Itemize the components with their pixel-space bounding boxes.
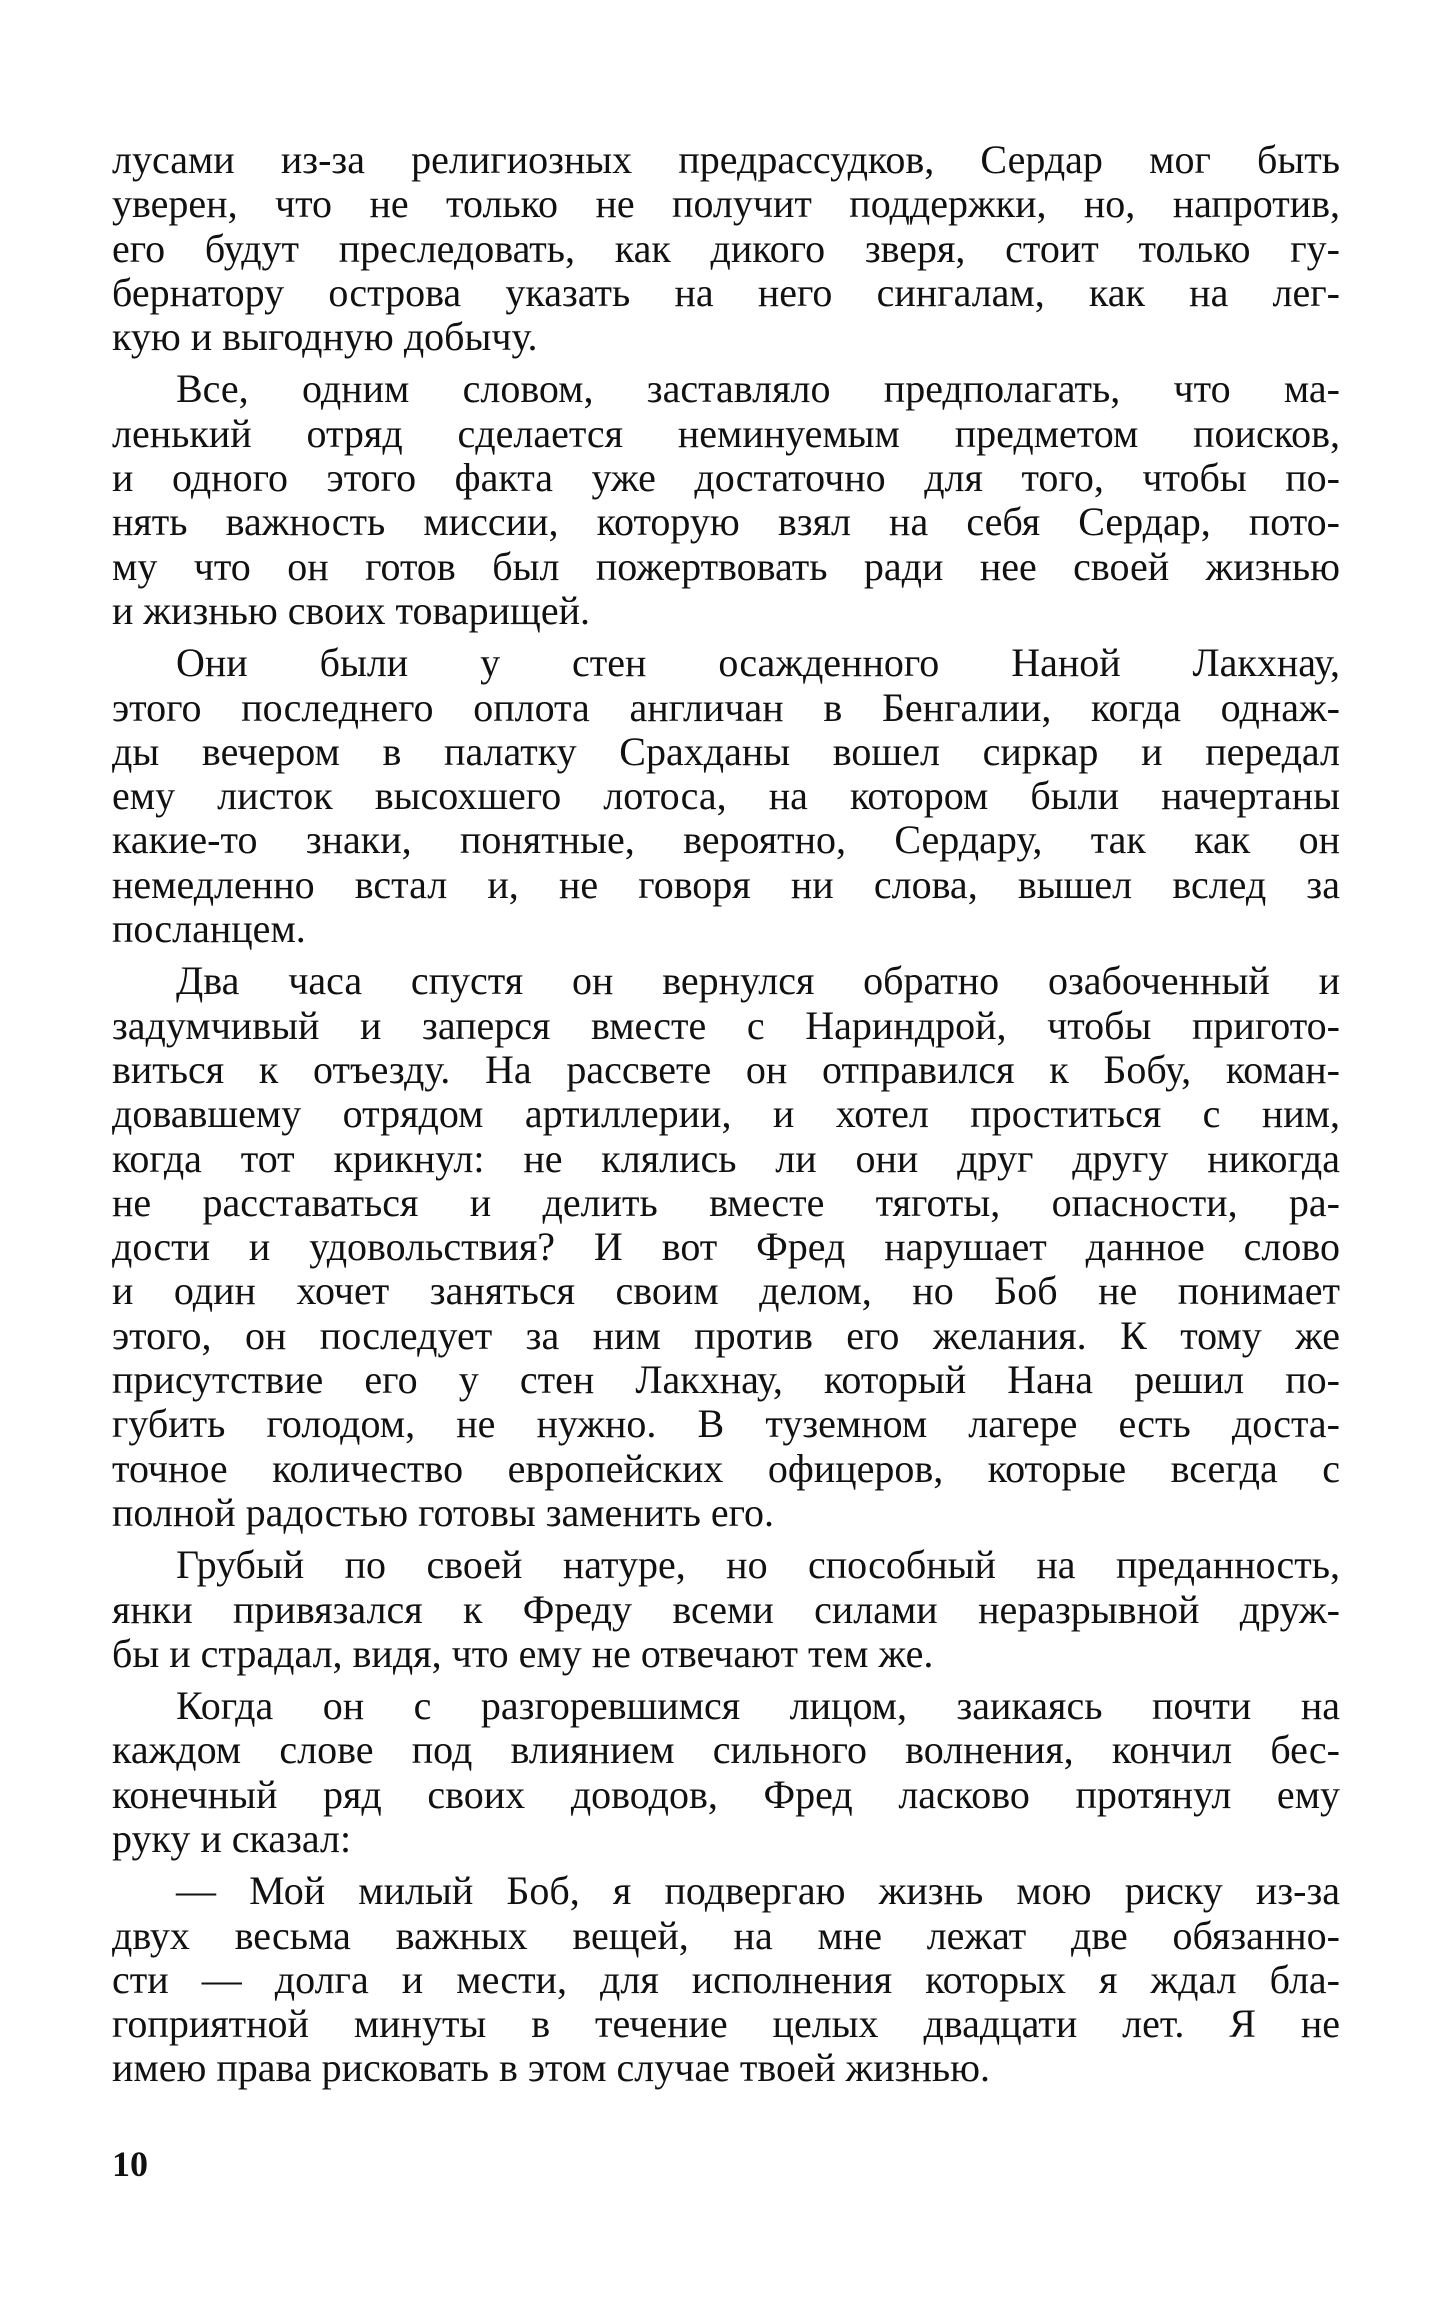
text-line: конечный ряд своих доводов, Фред ласково протянул ему xyxy=(112,1771,1340,1817)
text-line: Они были у стен осажденного Наной Лакхнау, xyxy=(176,640,1340,686)
text-line: виться к отъезду. На рассвете он отправился к Бобу, коман- xyxy=(112,1046,1340,1092)
text-line: Все, одним словом, заставляло предполагать, что ма- xyxy=(176,366,1340,412)
text-line: точное количество европейских офицеров, которые всегда с xyxy=(112,1445,1340,1491)
paragraph xyxy=(112,959,1340,1535)
body-text xyxy=(112,138,1340,2091)
text-line: задумчивый и заперся вместе с Нариндрой, чтобы пригото- xyxy=(112,1002,1340,1048)
text-line: руку и сказал: xyxy=(112,1815,352,1861)
paragraph xyxy=(112,138,1340,359)
text-line: Два часа спустя он вернулся обратно озабоченный и xyxy=(176,958,1340,1004)
paragraph xyxy=(112,1684,1340,1861)
text-line: и жизнью своих товарищей. xyxy=(112,587,590,633)
paragraph xyxy=(112,641,1340,951)
text-line: ему листок высохшего лотоса, на котором были начертаны xyxy=(112,773,1340,819)
paragraph xyxy=(112,1869,1340,2090)
text-line: Когда он с разгоревшимся лицом, заикаясь почти на xyxy=(176,1683,1340,1729)
paragraph xyxy=(112,367,1340,633)
text-line: присутствие его у стен Лакхнау, который Нана решил по- xyxy=(112,1357,1340,1403)
text-line: этого последнего оплота англичан в Бенгалии, когда однаж- xyxy=(112,684,1340,730)
paragraph xyxy=(112,1543,1340,1676)
text-line: каждом слове под влиянием сильного волнения, кончил бес- xyxy=(112,1727,1340,1773)
text-line: посланцем. xyxy=(112,906,306,952)
text-line: и одного этого факта уже достаточно для того, чтобы по- xyxy=(112,455,1340,501)
text-line: бернатору острова указать на него сингалам, как на лег- xyxy=(112,269,1340,315)
text-line: Грубый по своей натуре, но способный на преданность, xyxy=(176,1542,1340,1588)
text-line: сти — долга и мести, для исполнения которых я ждал бла- xyxy=(112,1956,1340,2002)
text-line: двух весьма важных вещей, на мне лежат две обязанно- xyxy=(112,1912,1340,1958)
text-line: лусами из-за религиозных предрассудков, Сердар мог быть xyxy=(112,137,1340,182)
text-line: бы и страдал, видя, что ему не отвечают тем же. xyxy=(112,1630,934,1676)
text-line: его будут преследовать, как дикого зверя, стоит только гу- xyxy=(112,225,1340,271)
text-line: нять важность миссии, которую взял на себя Сердар, пото- xyxy=(112,499,1340,545)
text-line: му что он готов был пожертвовать ради нее своей жизнью xyxy=(112,543,1340,589)
text-line: и один хочет заняться своим делом, но Боб не понимает xyxy=(112,1268,1340,1314)
text-line: — Мой милый Боб, я подвергаю жизнь мою риску из-за xyxy=(176,1868,1340,1914)
text-line: ленький отряд сделается неминуемым предметом поисков, xyxy=(112,410,1340,456)
text-line: янки привязался к Фреду всеми силами неразрывной друж- xyxy=(112,1586,1340,1632)
text-line: губить голодом, не нужно. В туземном лагере есть доста- xyxy=(112,1401,1340,1447)
text-line: полной радостью готовы заменить его. xyxy=(112,1489,775,1535)
text-line: гоприятной минуты в течение целых двадцати лет. Я не xyxy=(112,2001,1340,2047)
text-line: имею права рисковать в этом случае твоей жизнью. xyxy=(112,2045,991,2091)
text-line: когда тот крикнул: не клялись ли они друг другу никогда xyxy=(112,1135,1340,1181)
text-line: этого, он последует за ним против его желания. К тому же xyxy=(112,1312,1340,1358)
text-line: уверен, что не только не получит поддержки, но, напротив, xyxy=(112,181,1340,227)
text-line: кую и выгодную добычу. xyxy=(112,314,538,360)
text-line: ды вечером в палатку Срахданы вошел сиркар и передал xyxy=(112,728,1340,774)
text-line: не расставаться и делить вместе тяготы, опасности, ра- xyxy=(112,1179,1340,1225)
text-line: дости и удовольствия? И вот Фред нарушает данное слово xyxy=(112,1224,1340,1270)
page-number: 10 xyxy=(112,2144,148,2184)
text-line: немедленно встал и, не говоря ни слова, вышел вслед за xyxy=(112,861,1340,907)
text-line: довавшему отрядом артиллерии, и хотел проститься с ним, xyxy=(112,1091,1340,1137)
text-line: какие-то знаки, понятные, вероятно, Сердару, так как он xyxy=(112,817,1340,863)
